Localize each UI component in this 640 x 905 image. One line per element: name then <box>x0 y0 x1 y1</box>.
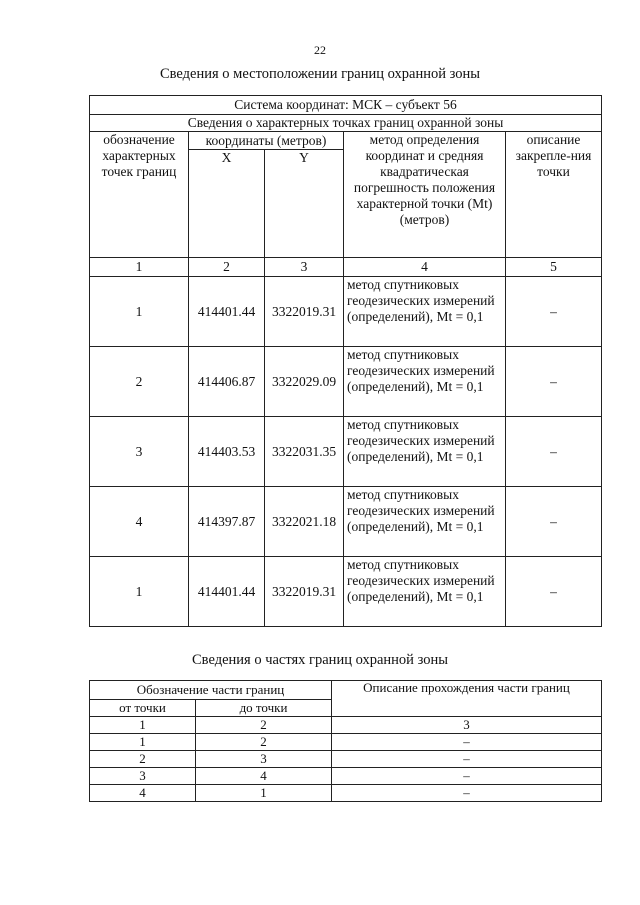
header-method: метод определения координат и средняя квадратическая погрешность положения характерной точки (Mt) (метров) <box>344 132 506 258</box>
point-description: – <box>506 277 602 347</box>
coord-x: 414401.44 <box>189 557 265 627</box>
table-row <box>90 751 602 768</box>
parts-section-title: Сведения о частях границ охранной зоны <box>192 652 448 668</box>
table-row <box>90 487 602 557</box>
page-number: 22 <box>314 43 326 57</box>
header-from-point: от точки <box>90 700 196 717</box>
header-x: X <box>189 150 265 258</box>
header-description: описание закрепле-ния точки <box>506 132 602 258</box>
coord-y: 3322029.09 <box>265 347 344 417</box>
method-text: метод спутниковых геодезических измерений (определений), Mt = 0,1 <box>344 557 506 627</box>
point-number: 2 <box>90 347 189 417</box>
header-coordinates: координаты (метров) <box>189 132 344 150</box>
column-number: 1 <box>90 258 189 277</box>
boundary-points-table <box>89 95 602 627</box>
document-title: Сведения о местоположении границ охранной зоны <box>159 66 480 82</box>
coord-y: 3322021.18 <box>265 487 344 557</box>
from-point: 2 <box>90 751 196 768</box>
coord-x: 414397.87 <box>189 487 265 557</box>
table-row <box>90 717 602 734</box>
method-text: метод спутниковых геодезических измерений (определений), Mt = 0,1 <box>344 277 506 347</box>
to-point: 2 <box>196 734 332 751</box>
coordinate-system-row: Система координат: МСК – субъект 56 <box>90 96 602 115</box>
part-description: – <box>332 768 602 785</box>
table-row <box>90 768 602 785</box>
to-point: 2 <box>196 717 332 734</box>
coord-x: 414401.44 <box>189 277 265 347</box>
point-number: 1 <box>90 277 189 347</box>
from-point: 3 <box>90 768 196 785</box>
table-row <box>90 734 602 751</box>
column-number: 4 <box>344 258 506 277</box>
point-description: – <box>506 487 602 557</box>
boundary-parts-table <box>89 680 602 802</box>
column-number: 3 <box>265 258 344 277</box>
coord-x: 414403.53 <box>189 417 265 487</box>
coord-x: 414406.87 <box>189 347 265 417</box>
coord-y: 3322019.31 <box>265 277 344 347</box>
table-row <box>90 557 602 627</box>
part-description: – <box>332 785 602 802</box>
from-point: 1 <box>90 734 196 751</box>
from-point: 1 <box>90 717 196 734</box>
from-point: 4 <box>90 785 196 802</box>
point-description: – <box>506 557 602 627</box>
coord-y: 3322019.31 <box>265 557 344 627</box>
column-number: 5 <box>506 258 602 277</box>
coord-y: 3322031.35 <box>265 417 344 487</box>
to-point: 3 <box>196 751 332 768</box>
section-title-row: Сведения о характерных точках границ охранной зоны <box>90 115 602 132</box>
point-description: – <box>506 417 602 487</box>
header-to-point: до точки <box>196 700 332 717</box>
table-row <box>90 417 602 487</box>
column-number: 2 <box>189 258 265 277</box>
table-row <box>90 347 602 417</box>
point-number: 1 <box>90 557 189 627</box>
point-number: 3 <box>90 417 189 487</box>
method-text: метод спутниковых геодезических измерений (определений), Mt = 0,1 <box>344 417 506 487</box>
to-point: 1 <box>196 785 332 802</box>
part-description: – <box>332 734 602 751</box>
method-text: метод спутниковых геодезических измерений (определений), Mt = 0,1 <box>344 487 506 557</box>
point-description: – <box>506 347 602 417</box>
header-part-description: Описание прохождения части границ <box>332 681 602 717</box>
point-number: 4 <box>90 487 189 557</box>
table-row <box>90 277 602 347</box>
header-part-designation: Обозначение части границ <box>90 681 332 700</box>
part-description: 3 <box>332 717 602 734</box>
header-point-designation: обозначение характерных точек границ <box>90 132 189 258</box>
part-description: – <box>332 751 602 768</box>
to-point: 4 <box>196 768 332 785</box>
header-y: Y <box>265 150 344 258</box>
method-text: метод спутниковых геодезических измерений (определений), Mt = 0,1 <box>344 347 506 417</box>
table-row <box>90 785 602 802</box>
